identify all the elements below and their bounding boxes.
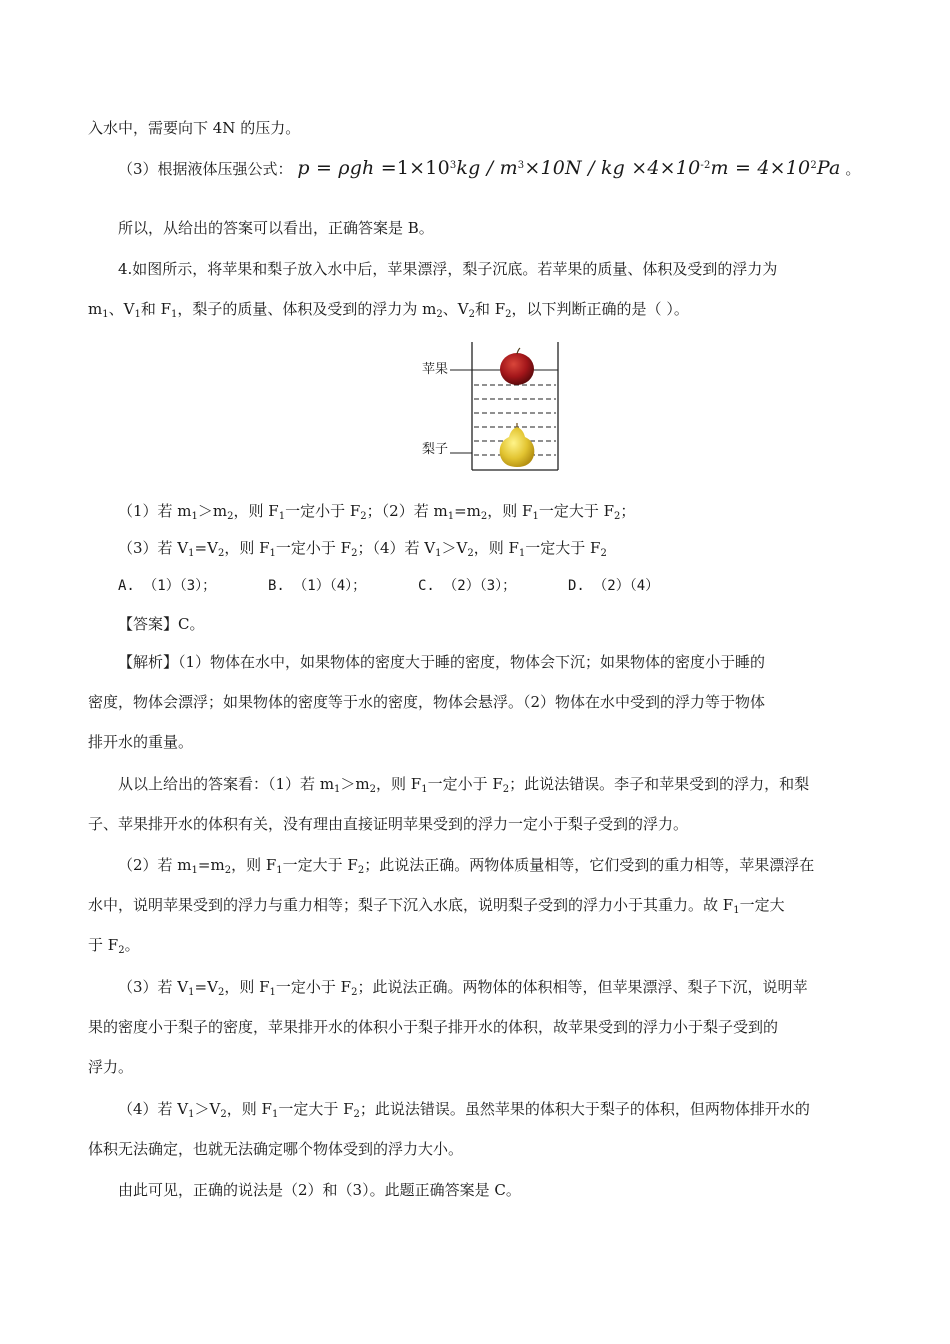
- statement-line-2: （3）若 $V_1=V_2$，则 $F_1$一定小于 $F_2$；（4）若 $V_1>V_2$，则 $F_1$一定大于 $F_2$: [118, 539, 607, 559]
- answer-b-text: 所以，从给出的答案可以看出，正确答案是 B。: [118, 219, 434, 237]
- para2-line-2: 水中，说明苹果受到的浮力与重力相等；梨子下沉入水底，说明梨子受到的浮力小于其重力。故 $F_1$一定大: [88, 896, 785, 916]
- option-c: C. （2）（3）；: [418, 578, 517, 594]
- option-b: B. （1）（4）；: [268, 578, 367, 594]
- analysis-line-3: 排开水的重量。: [88, 733, 194, 751]
- question-4-line1: 4.如图所示，将苹果和梨子放入水中后，苹果漂浮，梨子沉底。若苹果的质量、体积及受到的浮力为: [118, 260, 778, 278]
- pear-label: 梨子: [422, 442, 449, 457]
- conclusion-line: 由此可见，正确的说法是（2）和（3）。此题正确答案是 C。: [118, 1181, 521, 1199]
- option-a: A. （1）（3）；: [118, 578, 217, 594]
- apple-pear-figure: [420, 340, 570, 475]
- para4-line-2: 体积无法确定，也就无法确定哪个物体受到的浮力大小。: [88, 1140, 464, 1158]
- options-line: [118, 576, 659, 596]
- para3-line-2: 果的密度小于梨子的密度，苹果排开水的体积小于梨子排开水的体积，故苹果受到的浮力小于梨子受到的: [88, 1018, 779, 1036]
- text-line: [118, 218, 434, 238]
- text-line: [88, 118, 300, 138]
- analysis-line-2: 密度，物体会漂浮；如果物体的密度等于水的密度，物体会悬浮。（2）物体在水中受到的浮力等于物体: [88, 693, 766, 711]
- statement-line-1: （1）若 $m_1>m_2$，则 $F_1$一定小于 $F_2$；（2）若 $m_1=m_2$，则 $F_1$一定大于 $F_2$；: [118, 502, 636, 522]
- pear-icon: [500, 423, 535, 467]
- pressure-formula: $p = \rho gh =1\times 10^3kg / m^3\times 10N$ / kg $\times 4\times 10^{-2}m = 4\times 10^2Pa$: [297, 157, 841, 179]
- para4-line-1: （4）若 $V_1>V_2$，则 $F_1$一定大于 $F_2$；此说法错误。虽然苹果的体积大于梨子的体积，但两物体排开水的: [118, 1100, 810, 1120]
- formula-suffix: 。: [845, 160, 861, 178]
- apple-icon: [500, 348, 534, 385]
- para3-line-1: （3）若 $V_1=V_2$，则 $F_1$一定小于 $F_2$；此说法正确。两物体的体积相等，但苹果漂浮、梨子下沉，说明苹: [118, 978, 808, 998]
- para2-line-3: 于 $F_2$。: [88, 936, 140, 956]
- formula-line: [118, 158, 860, 179]
- option-d: D. （2）（4）: [568, 578, 660, 594]
- para1-line-2: 子、苹果排开水的体积有关，没有理由直接证明苹果受到的浮力一定小于梨子受到的浮力。: [88, 815, 689, 833]
- para3-line-3: 浮力。: [88, 1058, 134, 1076]
- beaker-diagram: [420, 340, 570, 475]
- apple-label: 苹果: [422, 362, 449, 377]
- question-4-line2: $m_1$、$V_1$和 $F_1$，梨子的质量、体积及受到的浮力为 $m_2$、$V_2$和 $F_2$，以下判断正确的是（ ）。: [88, 300, 689, 320]
- line1-text: 入水中，需要向下 4N 的压力。: [88, 119, 301, 137]
- para2-line-1: （2）若 $m_1=m_2$，则 $F_1$一定大于 $F_2$；此说法正确。两物体质量相等，它们受到的重力相等，苹果漂浮在: [118, 856, 815, 876]
- analysis-line-1: 【解析】（1）物体在水中，如果物体的密度大于睡的密度，物体会下沉；如果物体的密度小于睡的: [118, 653, 766, 671]
- para1-line-1: 从以上给出的答案看：（1）若 $m_1>m_2$，则 $F_1$一定小于 $F_2$；此说法错误。李子和苹果受到的浮力，和梨: [118, 775, 810, 795]
- answer-line: 【答案】C。: [118, 615, 205, 633]
- formula-prefix: （3）根据液体压强公式：: [118, 160, 293, 178]
